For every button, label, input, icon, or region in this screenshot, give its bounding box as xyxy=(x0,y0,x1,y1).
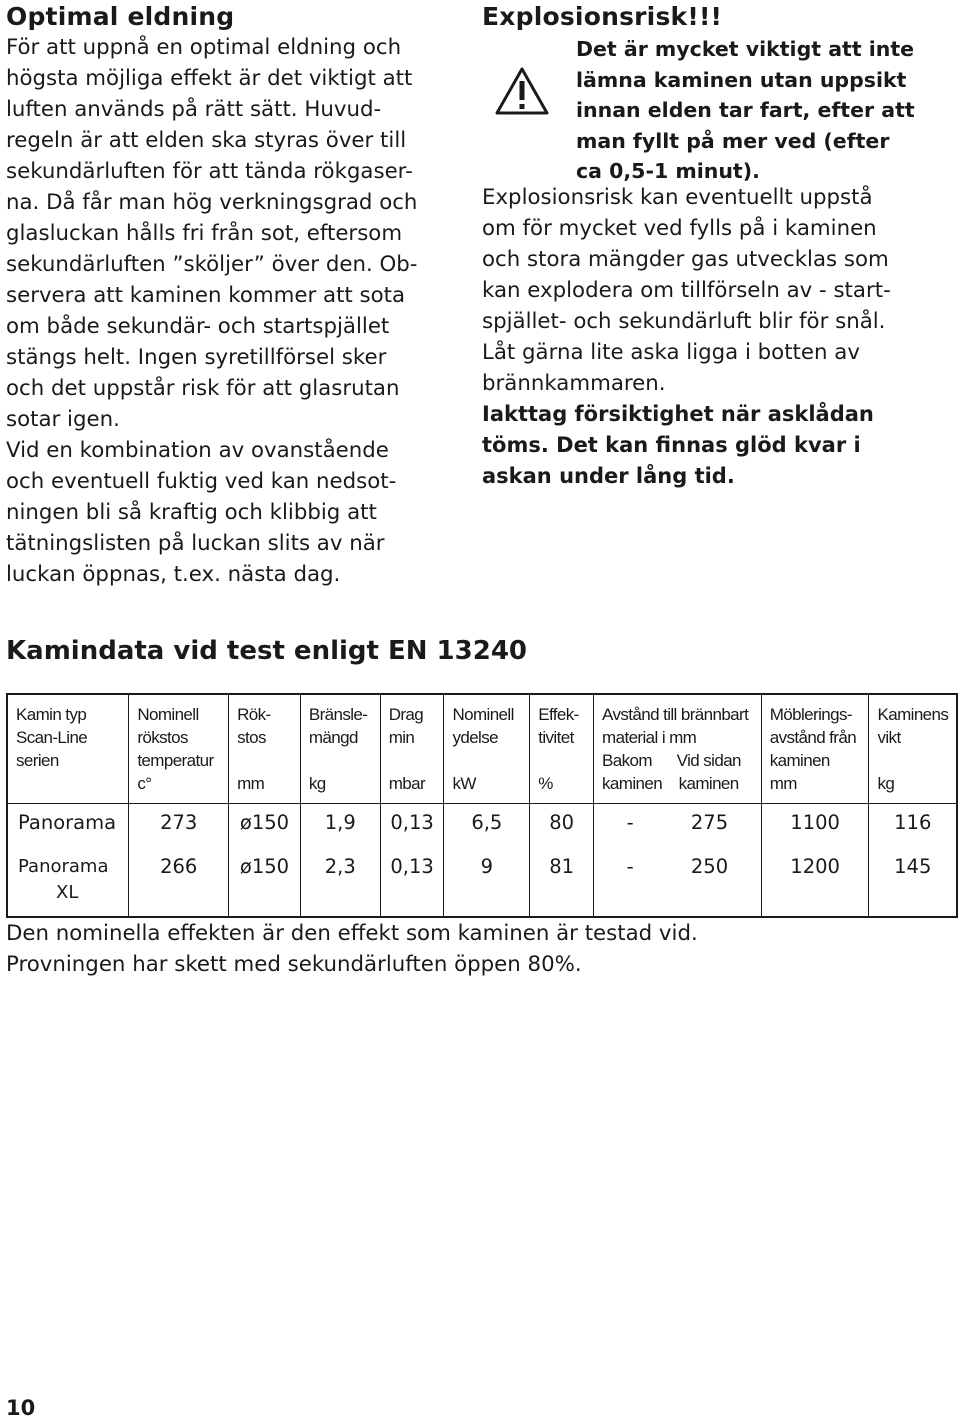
warning-line: innan elden tar fart, efter att xyxy=(576,98,915,122)
text-line: Iakttag försiktighet när asklådan xyxy=(482,402,874,426)
text-line: kan explodera om tillförseln av - start- xyxy=(482,278,891,303)
text-line: brännkammaren. xyxy=(482,371,666,396)
text-line: luften används på rätt sätt. Huvud- xyxy=(6,97,382,122)
left-column xyxy=(6,2,456,590)
text-line: sekundärluften ”sköljer” över den. Ob- xyxy=(6,252,418,277)
cell-moblering: 1100 xyxy=(761,804,869,847)
header-kaminens-vikt: Kaminens vikt kg xyxy=(869,694,957,804)
warning-text xyxy=(576,34,956,187)
warning-line: Det är mycket viktigt att inte xyxy=(576,37,915,61)
cell-avstand xyxy=(594,804,762,847)
cell-vikt: 116 xyxy=(894,811,932,834)
text-line: sekundärluften för att tända rökgaser- xyxy=(6,159,413,184)
text-line: För att uppnå en optimal eldning och xyxy=(6,35,402,60)
cell-drag: 0,13 xyxy=(380,846,444,917)
ash-warning-paragraph xyxy=(482,399,954,492)
warning-line: lämna kaminen utan uppsikt xyxy=(576,67,907,92)
text-line: regeln är att elden ska styras över till xyxy=(6,128,407,153)
cell-effektivitet: 80 xyxy=(530,804,594,847)
header-nominell-ydelse: Nominell ydelse kW xyxy=(444,694,530,804)
cell-rokstos: ø150 xyxy=(229,804,301,847)
section-heading-optimal-eldning: Optimal eldning xyxy=(6,2,235,31)
cell-avstand-bakom: - xyxy=(626,855,634,878)
header-kamin-typ: Kamin typ Scan-Line serien xyxy=(7,694,129,804)
header-drag: Drag min mbar xyxy=(380,694,444,804)
cell-drag: 0,13 xyxy=(380,804,444,847)
cell-bransle: 1,9 xyxy=(300,804,380,847)
text-line: ningen bli så kraftig och klibbig att xyxy=(6,500,377,525)
cell-temperatur: 266 xyxy=(129,846,229,917)
row-name: Panorama XL xyxy=(7,846,129,917)
header-avstand-brannbart: Avstånd till brännbart material i mm Bakom Vid sidan kaminen kaminen xyxy=(594,694,762,804)
cell-avstand-sidan: 250 xyxy=(690,855,729,878)
row-name: Panorama xyxy=(7,804,129,847)
cell-ydelse: 9 xyxy=(444,846,530,917)
footnote-line: Provningen har skett med sekundärluften öppen 80%. xyxy=(6,952,582,977)
header-rokstos-temperatur: Nominell rökstos temperatur c° xyxy=(129,694,229,804)
text-line: stängs helt. Ingen syretillförsel sker xyxy=(6,345,387,370)
cell-ydelse: 6,5 xyxy=(444,804,530,847)
cell-avstand-sidan: 275 xyxy=(690,811,729,834)
table-row xyxy=(7,804,957,847)
text-line: töms. Det kan finnas glöd kvar i xyxy=(482,433,861,457)
text-line: tätningslisten på luckan slits av när xyxy=(6,531,385,556)
text-line: om både sekundär- och startspjället xyxy=(6,314,390,339)
text-line: na. Då får man hög verkningsgrad och xyxy=(6,190,418,215)
table-header-row xyxy=(7,694,957,804)
cell-moblering: 1200 xyxy=(761,846,869,917)
page-number: 10 xyxy=(6,1396,36,1420)
explosionsrisk-paragraph xyxy=(482,182,954,399)
warning-box xyxy=(482,34,954,182)
cell-temperatur: 273 xyxy=(129,804,229,847)
text-line: spjället- och sekundärluft blir för snål. xyxy=(482,309,886,334)
text-line: servera att kaminen kommer att sota xyxy=(6,283,406,308)
text-line: glasluckan hålls fri från sot, eftersom xyxy=(6,221,403,246)
warning-triangle-icon xyxy=(494,66,550,116)
text-line: Explosionsrisk kan eventuellt uppstå xyxy=(482,185,873,210)
cell-bransle: 2,3 xyxy=(300,846,380,917)
footnote-line: Den nominella effekten är den effekt som kaminen är testad vid. xyxy=(6,921,698,946)
text-line: om för mycket ved fylls på i kaminen xyxy=(482,216,877,241)
text-line: sotar igen. xyxy=(6,407,120,432)
text-line: Låt gärna lite aska ligga i botten av xyxy=(482,340,860,365)
header-mobleringsavstand: Möblerings- avstånd från kaminen mm xyxy=(761,694,869,804)
cell-avstand-bakom: - xyxy=(626,811,634,834)
header-effektivitet: Effek- tivitet % xyxy=(530,694,594,804)
cell-vikt: 145 xyxy=(894,855,932,878)
text-line: och det uppstår risk för att glasrutan xyxy=(6,376,400,401)
text-line: Vid en kombination av ovanstående xyxy=(6,438,389,463)
table-row xyxy=(7,846,957,917)
warning-line: ca 0,5-1 minut). xyxy=(576,159,760,183)
text-line: högsta möjliga effekt är det viktigt att xyxy=(6,66,413,91)
section-heading-explosionsrisk: Explosionsrisk!!! xyxy=(482,2,723,31)
table-footnote xyxy=(6,918,698,980)
optimal-eldning-paragraph xyxy=(6,32,456,590)
cell-rokstos: ø150 xyxy=(229,846,301,917)
header-bransle-mangd: Bränsle- mängd kg xyxy=(300,694,380,804)
text-line: och eventuell fuktig ved kan nedsot- xyxy=(6,469,397,494)
text-line: luckan öppnas, t.ex. nästa dag. xyxy=(6,562,341,587)
right-column xyxy=(482,2,954,492)
cell-effektivitet: 81 xyxy=(530,846,594,917)
header-rokstos: Rök- stos mm xyxy=(229,694,301,804)
warning-line: man fyllt på mer ved (efter xyxy=(576,128,890,153)
text-line: askan under lång tid. xyxy=(482,464,735,488)
stove-data-table xyxy=(6,693,958,918)
cell-avstand xyxy=(594,846,762,917)
text-line: och stora mängder gas utvecklas som xyxy=(482,247,889,272)
table-title: Kamindata vid test enligt EN 13240 xyxy=(6,636,528,666)
